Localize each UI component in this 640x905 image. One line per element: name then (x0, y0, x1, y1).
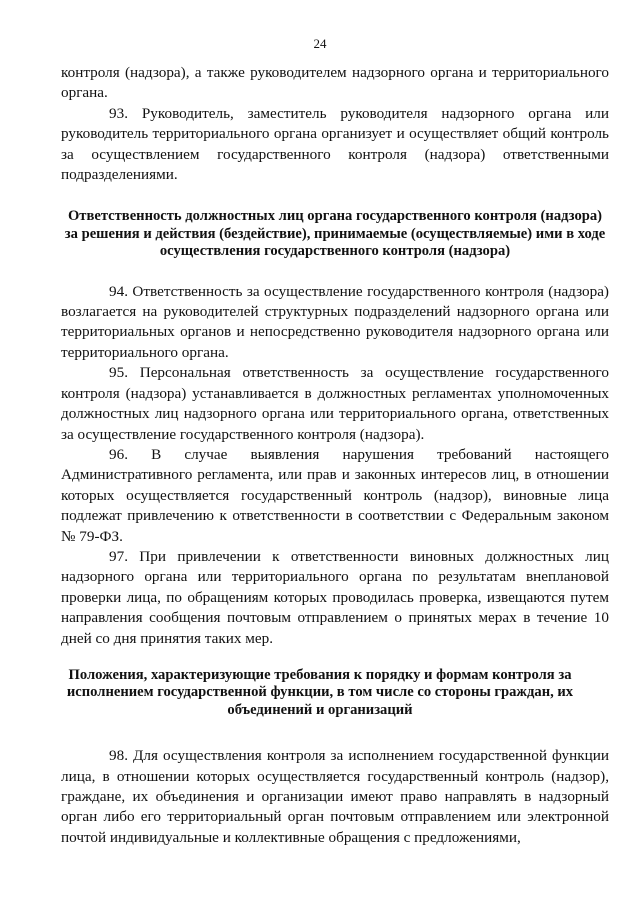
section-heading-control-forms: Положения, характеризующие требования к порядку и формам контроля за исполнением государственной функции, в том числе со стороны граждан, их объединений и организаций (66, 666, 574, 718)
paragraph-94: 94. Ответственность за осуществление государственного контроля (надзора) возлагается на руководителей структурных подразделений надзорного органа или территориальных органов и непосредственно руководителя надзорного органа или территориального органа. (61, 282, 609, 361)
paragraph-95: 95. Персональная ответственность за осуществление государственного контроля (надзора) устанавливается в должностных регламентах уполномоченных должностных лиц надзорного органа или территориального органа, ответственных за осуществление государственного контроля (надзора). (61, 364, 609, 443)
document-body (61, 63, 609, 848)
paragraph-98: 98. Для осуществления контроля за исполнением государственной функции лица, в отношении которых осуществляется государственный контроль (надзор), граждане, их объединения и организации имеют право направлять в надзорный орган либо его территориальный орган почтовым отправлением или электронной почтой индивидуальные и коллективные обращения с предложениями, (61, 747, 609, 846)
page-number: 24 (313, 36, 327, 51)
paragraph-97: 97. При привлечении к ответственности виновных должностных лиц надзорного органа или территориального органа по результатам внеплановой проверки лица, по обращениям которых проводилась проверка, извещаются путем направления сообщения почтовым отправлением о принятых мерах в течение 10 дней со дня принятия таких мер. (61, 547, 609, 647)
paragraph-96: 96. В случае выявления нарушения требований настоящего Административного регламента, или прав и законных интересов лиц, в отношении которых осуществляется государственный контроль (надзор), виновные лица подлежат привлечению к ответственности в соответствии с Федеральным законом № 79-ФЗ. (61, 445, 609, 545)
paragraph-continuation: контроля (надзора), а также руководителем надзорного органа и территориального органа. (61, 64, 609, 102)
paragraph-93: 93. Руководитель, заместитель руководителя надзорного органа или руководитель территориального органа организует и осуществляет общий контроль за осуществлением государственного контроля (надзора) ответственными подразделениями. (61, 104, 609, 184)
section-heading-responsibility: Ответственность должностных лиц органа государственного контроля (надзора) за решения и действия (бездействие), принимаемые (осуществляемые) ими в ходе осуществления государственного контроля (надзора) (64, 208, 606, 260)
